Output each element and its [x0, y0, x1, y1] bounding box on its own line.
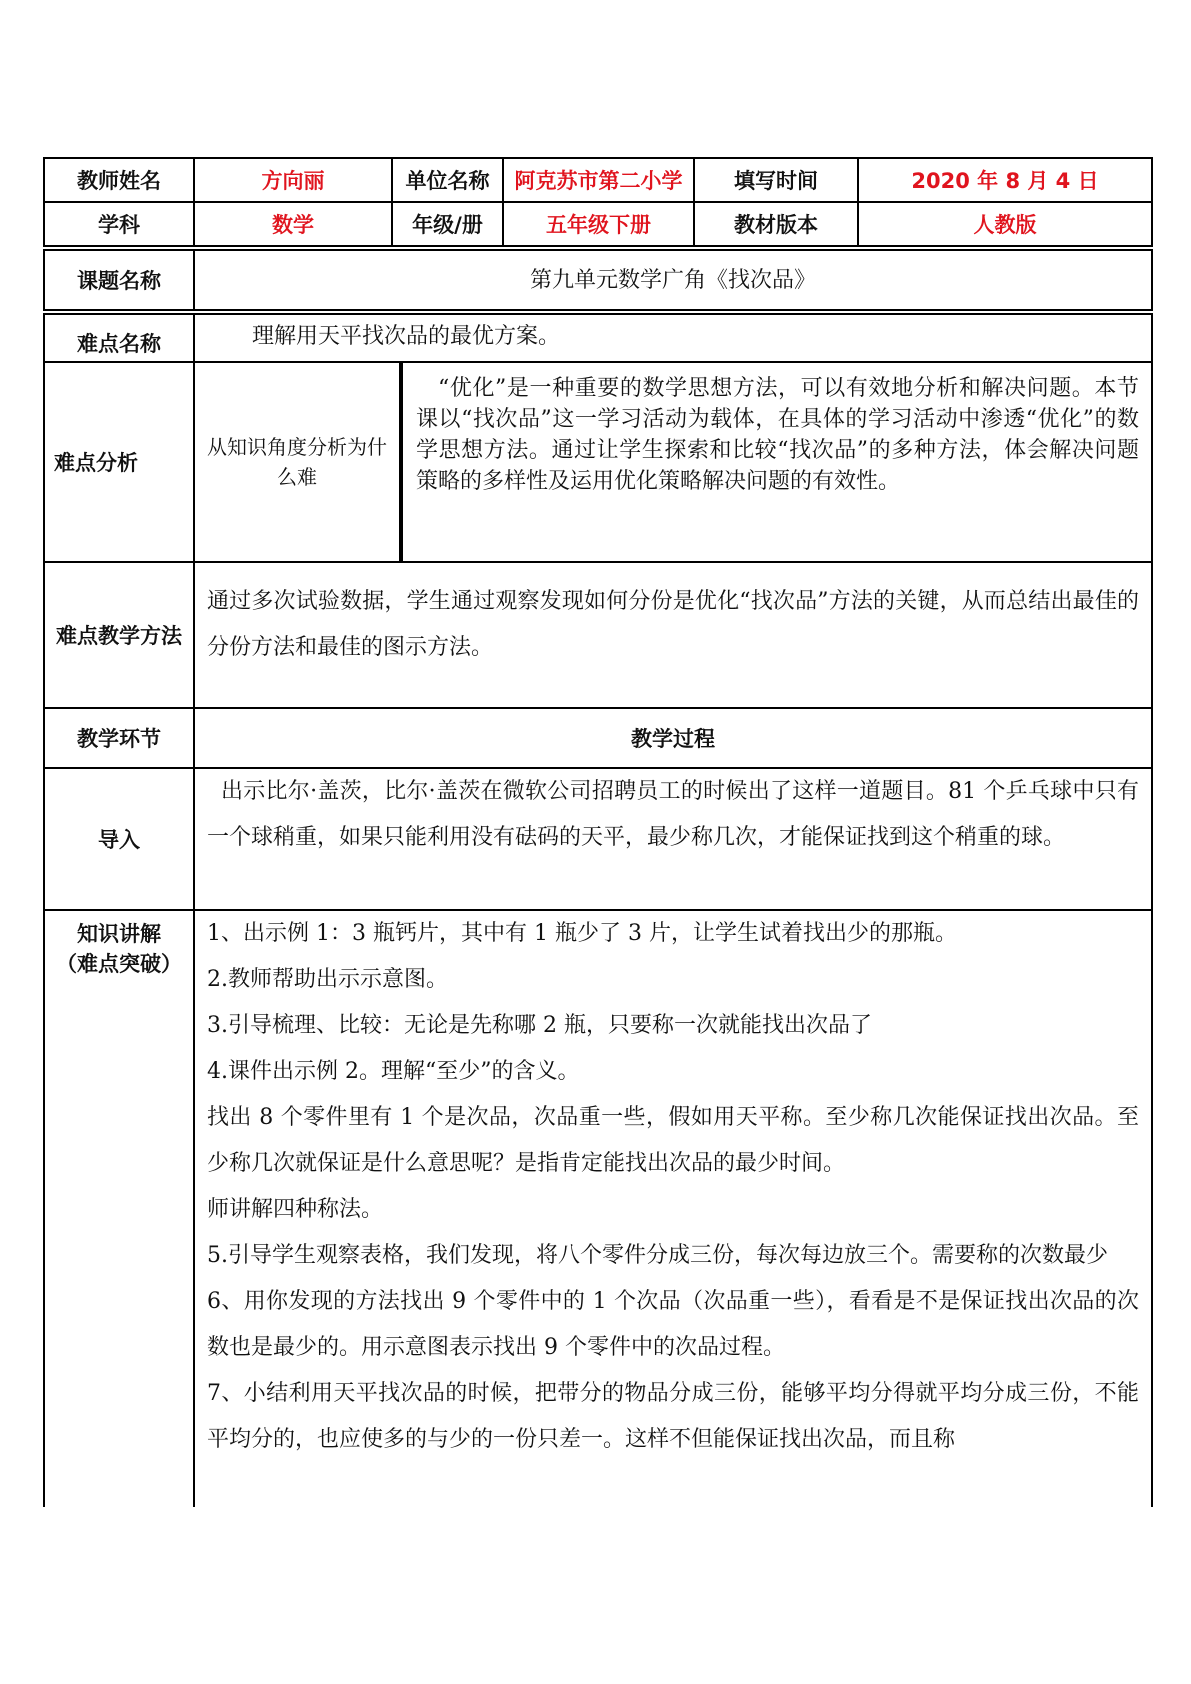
list-item: 6、用你发现的方法找出 9 个零件中的 1 个次品（次品重一些），看看是不是保证找出次品的次数也是最少的。用示意图表示找出 9 个零件中的次品过程。	[207, 1289, 1139, 1360]
list-item: 5.引导学生观察表格，我们发现，将八个零件分成三份，每次每边放三个。需要称的次数最少	[207, 1243, 1108, 1268]
table-row	[43, 709, 1153, 767]
intro-text-cell	[195, 769, 1151, 909]
table-row	[43, 251, 1153, 309]
difficulty-value: 理解用天平找次品的最优方案。	[252, 324, 561, 349]
process-label: 教学环节	[45, 709, 195, 767]
knowledge-label-line2: （难点突破）	[56, 952, 182, 976]
subject-value: 数学	[195, 203, 393, 245]
table-row	[43, 203, 1153, 245]
list-item: 4.课件出示例 2。理解“至少”的含义。	[207, 1059, 580, 1084]
intro-text: 出示比尔·盖茨，比尔·盖茨在微软公司招聘员工的时候出了这样一道题目。81 个乒乓球中只有一个球稍重，如果只能利用没有砝码的天平，最少称几次，才能保证找到这个稍重的球。	[207, 779, 1139, 850]
table-row	[43, 159, 1153, 201]
table-border	[43, 245, 1153, 247]
analysis-text: “优化”是一种重要的数学思想方法，可以有效地分析和解决问题。本节课以“找次品”这一学习活动为载体，在具体的学习活动中渗透“优化”的数学思想方法。通过让学生探索和比较“找次品”的多种方法，体会解决问题策略的多样性及运用优化策略解决问题的有效性。	[416, 376, 1139, 494]
table-row	[43, 911, 1153, 1507]
process-value: 教学过程	[631, 727, 715, 751]
grade-value: 五年级下册	[504, 203, 695, 245]
analysis-label: 难点分析	[45, 363, 195, 561]
list-item: 找出 8 个零件里有 1 个是次品，次品重一些，假如用天平称。至少称几次能保证找出次品。至少称几次就保证是什么意思呢？是指肯定能找出次品的最少时间。	[207, 1105, 1139, 1176]
method-text-cell	[195, 563, 1151, 707]
knowledge-label	[56, 911, 182, 979]
table-border	[43, 309, 1153, 311]
subject-label: 学科	[45, 203, 195, 245]
method-label: 难点教学方法	[45, 563, 195, 707]
method-text: 通过多次试验数据，学生通过观察发现如何分份是优化“找次品”方法的关键，从而总结出最佳的分份方法和最佳的图示方法。	[207, 589, 1139, 660]
list-item: 1、出示例 1：3 瓶钙片，其中有 1 瓶少了 3 片，让学生试着找出少的那瓶。	[207, 921, 957, 946]
intro-label: 导入	[45, 769, 195, 909]
table-row	[43, 563, 1153, 707]
date-label: 填写时间	[695, 159, 859, 201]
table-row	[43, 769, 1153, 909]
unit-value: 阿克苏市第二小学	[504, 159, 695, 201]
list-item: 师讲解四种称法。	[207, 1197, 384, 1222]
edition-value: 人教版	[973, 213, 1037, 237]
unit-label: 单位名称	[393, 159, 504, 201]
knowledge-label-cell	[45, 911, 195, 1507]
table-row	[43, 315, 1153, 361]
analysis-sub-cell	[195, 363, 403, 561]
knowledge-text-cell	[195, 911, 1151, 1507]
topic-label: 课题名称	[45, 251, 195, 309]
topic-value: 第九单元数学广角《找次品》	[529, 267, 816, 293]
difficulty-label: 难点名称	[45, 315, 195, 361]
list-item: 2.教师帮助出示示意图。	[207, 967, 448, 992]
analysis-text-cell	[403, 363, 1151, 561]
knowledge-lines	[195, 911, 1151, 1463]
teacher-value: 方向丽	[195, 159, 393, 201]
grade-label: 年级/册	[393, 203, 504, 245]
list-item: 7、小结利用天平找次品的时候，把带分的物品分成三份，能够平均分得就平均分成三份，不能平均分的，也应使多的与少的一份只差一。这样不但能保证找出次品，而且称	[207, 1381, 1139, 1452]
table-row	[43, 363, 1153, 561]
date-value: 2020 年 8 月 4 日	[911, 169, 1099, 193]
edition-label: 教材版本	[695, 203, 859, 245]
list-item: 3.引导梳理、比较：无论是先称哪 2 瓶，只要称一次就能找出次品了	[207, 1013, 872, 1038]
knowledge-label-line1: 知识讲解	[77, 922, 161, 946]
teacher-label: 教师姓名	[45, 159, 195, 201]
analysis-sub-label: 从知识角度分析为什么难	[207, 435, 387, 489]
